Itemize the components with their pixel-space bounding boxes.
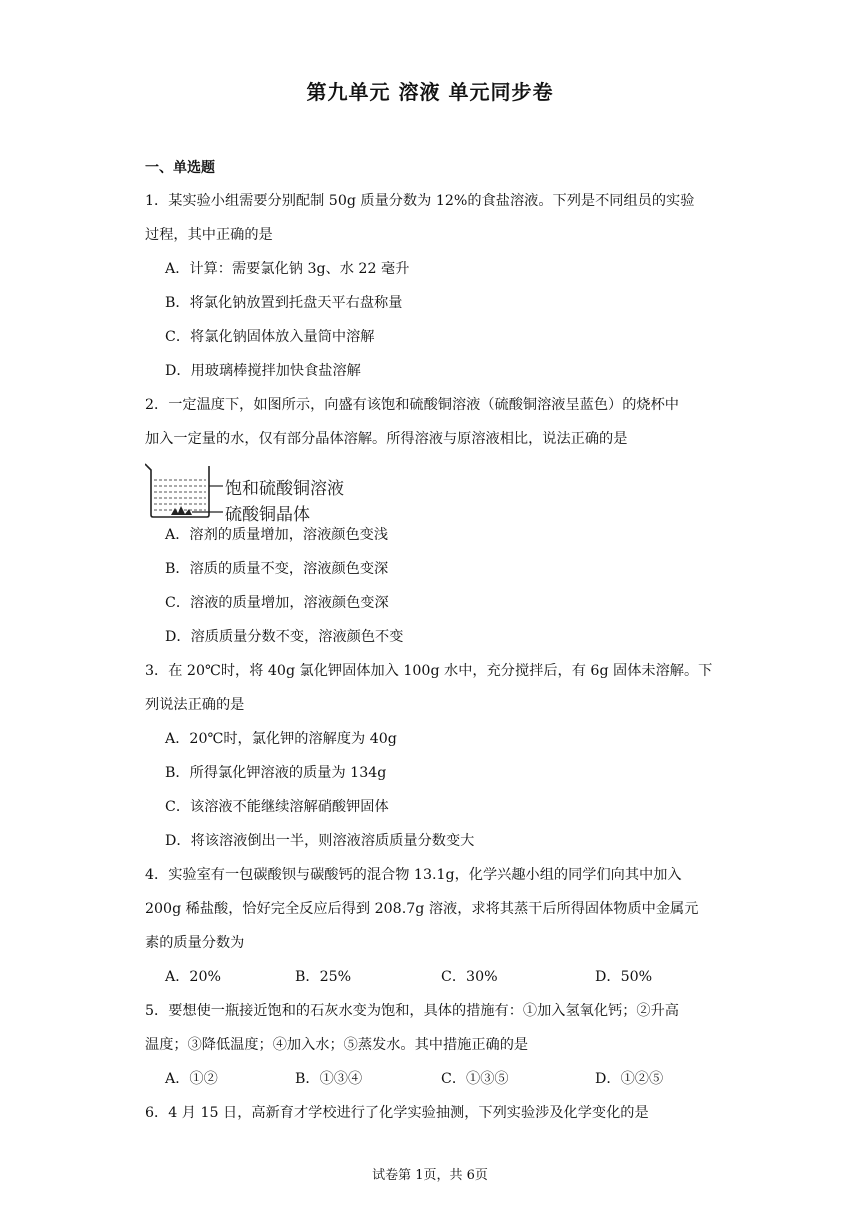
question-5-option-b: B．①③④ [295, 1071, 363, 1087]
question-1-option-d: D．用玻璃棒搅拌加快食盐溶解 [165, 363, 361, 379]
question-3-option-a: A．20℃时，氯化钾的溶解度为 40g [165, 731, 397, 747]
question-3-option-c: C．该溶液不能继续溶解硝酸钾固体 [165, 799, 389, 815]
question-5-option-a: A．①② [165, 1071, 218, 1087]
figure-label-solution: 饱和硫酸铜溶液 [225, 479, 344, 499]
question-2-option-b: B．溶质的质量不变，溶液颜色变深 [165, 561, 389, 577]
question-3-option-d: D．将该溶液倒出一半，则溶液溶质质量分数变大 [165, 833, 475, 849]
question-5-line-1: 5．要想使一瓶接近饱和的石灰水变为饱和，具体的措施有：①加入氢氧化钙；②升高 [145, 1003, 679, 1019]
question-6-line-1: 6．4 月 15 日，高新育才学校进行了化学实验抽测，下列实验涉及化学变化的是 [145, 1105, 649, 1121]
question-4-option-d: D．50% [595, 969, 653, 985]
question-5-line-2: 温度；③降低温度；④加入水；⑤蒸发水。其中措施正确的是 [145, 1037, 529, 1053]
question-2-line-1: 2．一定温度下，如图所示，向盛有该饱和硫酸铜溶液（硫酸铜溶液呈蓝色）的烧杯中 [145, 397, 679, 413]
question-2-option-a: A．溶剂的质量增加，溶液颜色变浅 [165, 527, 389, 543]
figure-label-crystal: 硫酸铜晶体 [225, 505, 310, 525]
question-2-line-2: 加入一定量的水，仅有部分晶体溶解。所得溶液与原溶液相比，说法正确的是 [145, 431, 628, 447]
question-4-line-1: 4．实验室有一包碳酸钡与碳酸钙的混合物 13.1g，化学兴趣小组的同学们向其中加入 [145, 867, 682, 883]
question-2-option-d: D．溶质质量分数不变，溶液颜色不变 [165, 629, 404, 645]
question-3-option-b: B．所得氯化钾溶液的质量为 134g [165, 765, 387, 781]
question-list [145, 184, 725, 1130]
beaker-figure [145, 458, 725, 525]
section-heading: 一、单选题 [145, 160, 215, 176]
question-4-options [145, 960, 725, 994]
question-1-line-2: 过程，其中正确的是 [145, 227, 273, 243]
question-3-line-1: 3．在 20℃时，将 40g 氯化钾固体加入 100g 水中，充分搅拌后，有 6g 固体未溶解。下 [145, 663, 713, 679]
question-5-options [145, 1062, 725, 1096]
question-4-option-a: A．20% [165, 969, 221, 985]
question-3-line-2: 列说法正确的是 [145, 697, 245, 713]
question-1-option-a: A．计算：需要氯化钠 3g、水 22 毫升 [165, 261, 410, 277]
question-5-option-c: C．①③⑤ [441, 1071, 509, 1087]
question-4-option-b: B．25% [295, 969, 352, 985]
question-1-line-1: 1．某实验小组需要分别配制 50g 质量分数为 12%的食盐溶液。下列是不同组员的实验 [145, 193, 695, 209]
question-5-option-d: D．①②⑤ [595, 1071, 664, 1087]
question-1-option-c: C．将氯化钠固体放入量筒中溶解 [165, 329, 375, 345]
page-footer: 试卷第 1页，共 6页 [372, 1168, 488, 1183]
page-title: 第九单元 溶液 单元同步卷 [306, 80, 554, 104]
question-4-line-3: 素的质量分数为 [145, 935, 245, 951]
question-4-option-c: C．30% [441, 969, 498, 985]
question-1-option-b: B．将氯化钠放置到托盘天平右盘称量 [165, 295, 403, 311]
question-2-option-c: C．溶液的质量增加，溶液颜色变深 [165, 595, 389, 611]
question-4-line-2: 200g 稀盐酸，恰好完全反应后得到 208.7g 溶液，求将其蒸干后所得固体物质中金属元 [145, 901, 699, 917]
